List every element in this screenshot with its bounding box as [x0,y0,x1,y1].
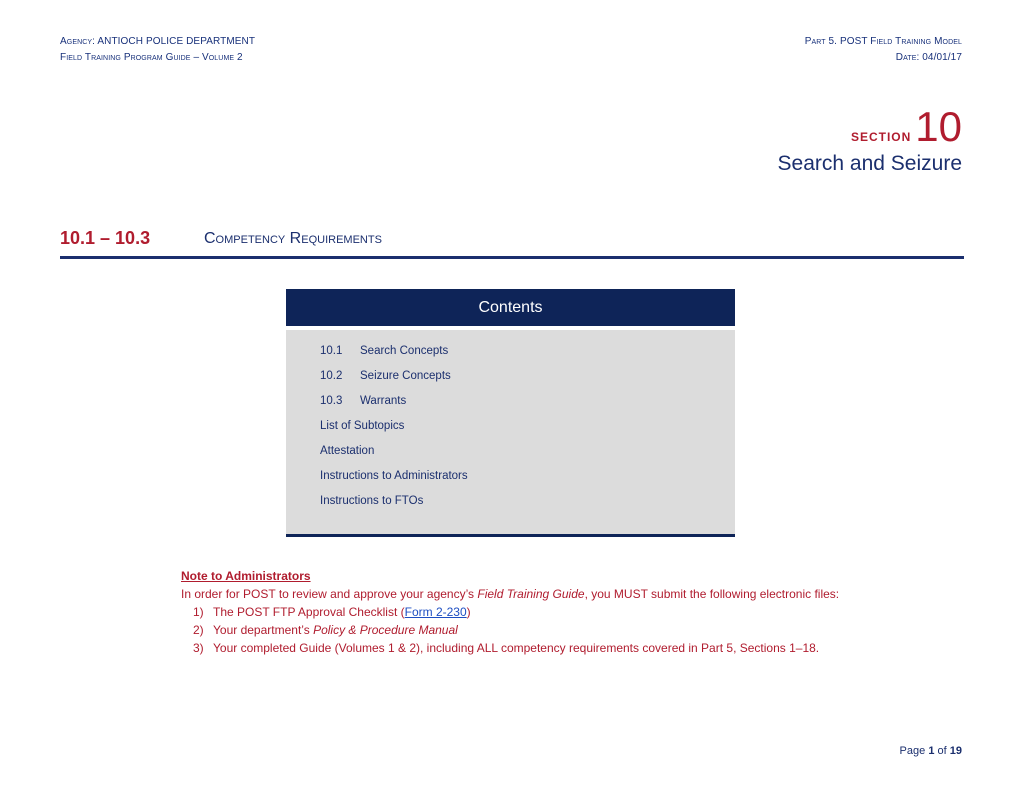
contents-item-num: 10.3 [320,395,343,407]
contents-bottom-rule [286,534,735,537]
of-label: of [937,745,947,757]
note-item-emphasis: Policy & Procedure Manual [313,623,458,637]
note-list [181,603,839,657]
note-item-marker: 1) [193,605,204,619]
note-item-text: The POST FTP Approval Checklist ( [213,605,405,619]
contents-item[interactable] [320,419,735,444]
competency-number: 10.1 – 10.3 [60,228,151,248]
contents-item-label: List of Subtopics [320,420,405,432]
contents-item-label: Seizure Concepts [360,370,451,382]
contents-item-label: Instructions to FTOs [320,495,424,507]
note-item-marker: 3) [193,641,204,655]
section-word: SECTION [850,130,912,144]
section-line [778,103,962,150]
part-label: Part 5. [804,36,838,47]
page-total: 19 [949,745,962,757]
contents-item-num: 10.1 [320,345,343,357]
note-intro [181,585,839,603]
section-block [777,103,962,176]
section-number: 10 [915,103,962,150]
note-intro-text: In order for POST to review and approve your agency’s [181,587,478,601]
contents-item[interactable] [320,394,735,419]
note-item [193,621,839,639]
note-item [193,603,839,621]
contents-item-label: Instructions to Administrators [320,470,468,482]
page-number: 1 [928,745,935,757]
form-link[interactable]: Form 2-230 [404,605,467,619]
contents-list [286,330,735,519]
note-item-text-end: ) [466,605,471,619]
note-to-administrators [181,567,839,657]
agency-value: ANTIOCH POLICE DEPARTMENT [97,36,256,47]
date-value: 04/01/17 [922,52,962,63]
contents-item-label: Search Concepts [360,345,449,357]
note-item-text: Your department’s [213,623,314,637]
note-item-text: Your completed Guide (Volumes 1 & 2), including ALL competency requirements covered in Part 5, Sections 1–18. [213,641,820,655]
contents-item-label: Attestation [320,445,375,457]
agency-label: Agency: [60,36,96,47]
note-title: Note to Administrators [181,569,311,583]
contents-item-label: Warrants [360,395,407,407]
contents-box [286,289,735,537]
competency-title: Competency Requirements [204,230,382,247]
contents-item[interactable] [320,494,735,519]
contents-title: Contents [286,289,735,326]
note-item-marker: 2) [193,623,204,637]
contents-item[interactable] [320,369,735,394]
note-intro-emphasis: Field Training Guide [477,587,585,601]
contents-item[interactable] [320,444,735,469]
contents-item-num: 10.2 [320,370,343,382]
section-title: Search and Seizure [777,152,962,175]
guide-label: Field Training Program Guide – Volume 2 [60,52,243,63]
competency-heading [60,228,964,259]
note-item [193,639,839,657]
header-agency [60,36,255,47]
contents-item[interactable] [320,344,735,369]
header-part [805,36,962,47]
header-date [896,52,962,63]
part-value: POST Field Training Model [839,36,962,47]
contents-item[interactable] [320,469,735,494]
page-footer [900,745,962,757]
note-intro-text-end: , you MUST submit the following electronic files: [584,587,840,601]
date-label: Date: [895,52,920,63]
page-label: Page [899,745,926,757]
header-guide [60,52,243,63]
